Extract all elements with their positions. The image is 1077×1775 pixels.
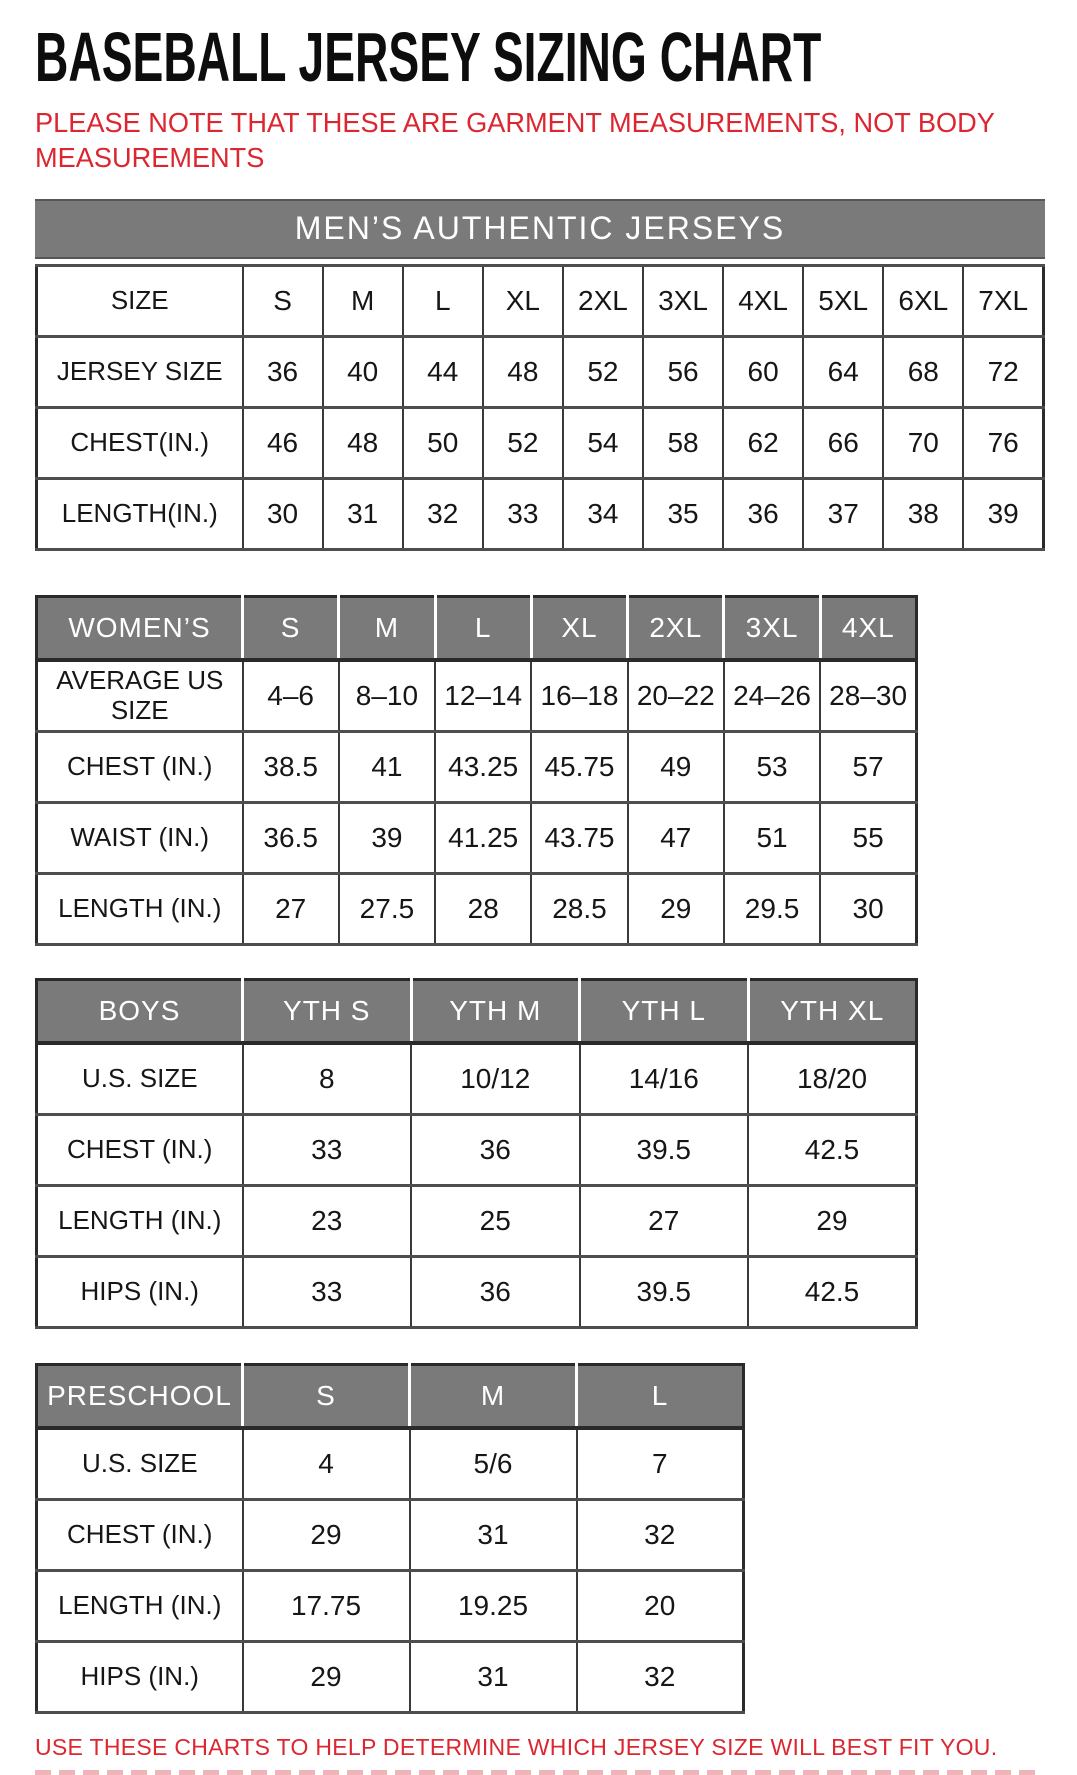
preschool-cell: 20 — [577, 1570, 744, 1641]
preschool-header-cell: PRESCHOOL — [37, 1364, 243, 1428]
boys-cell: 10/12 — [411, 1043, 580, 1115]
womens-row-label: CHEST (IN.) — [37, 731, 243, 802]
boys-cell: 27 — [580, 1185, 749, 1256]
preschool-row — [37, 1641, 744, 1712]
womens-cell: 12–14 — [435, 660, 531, 732]
boys-cell: 42.5 — [748, 1256, 917, 1327]
womens-cell: 27.5 — [339, 873, 435, 944]
boys-cell: 8 — [243, 1043, 412, 1115]
womens-cell: 4–6 — [243, 660, 339, 732]
boys-header-cell: YTH S — [243, 979, 412, 1043]
womens-cell: 20–22 — [628, 660, 724, 732]
mens-cell: 76 — [963, 407, 1043, 478]
womens-row — [37, 802, 917, 873]
preschool-header-row — [37, 1364, 744, 1428]
womens-header-row — [37, 596, 917, 660]
mens-cell: 2XL — [563, 265, 643, 336]
womens-cell: 49 — [628, 731, 724, 802]
boys-row-label: CHEST (IN.) — [37, 1114, 243, 1185]
womens-header-cell: XL — [531, 596, 627, 660]
boys-row-label: HIPS (IN.) — [37, 1256, 243, 1327]
mens-cell: 38 — [883, 478, 963, 549]
mens-cell: 31 — [323, 478, 403, 549]
boys-cell: 36 — [411, 1256, 580, 1327]
mens-row-label: SIZE — [37, 265, 243, 336]
boys-header-row — [37, 979, 917, 1043]
womens-cell: 55 — [820, 802, 916, 873]
boys-row-label: U.S. SIZE — [37, 1043, 243, 1115]
mens-table-banner: MEN’S AUTHENTIC JERSEYS — [35, 199, 1045, 259]
womens-cell: 36.5 — [243, 802, 339, 873]
page-title: BASEBALL JERSEY SIZING CHART — [35, 18, 822, 96]
womens-cell: 39 — [339, 802, 435, 873]
preschool-row-label: LENGTH (IN.) — [37, 1570, 243, 1641]
preschool-cell: 19.25 — [410, 1570, 577, 1641]
womens-cell: 29.5 — [724, 873, 820, 944]
boys-sizing-table — [35, 978, 918, 1329]
womens-cell: 38.5 — [243, 731, 339, 802]
mens-cell: 5XL — [803, 265, 883, 336]
womens-row-label: AVERAGE US SIZE — [37, 660, 243, 732]
mens-cell: 35 — [643, 478, 723, 549]
womens-header-cell: S — [243, 596, 339, 660]
womens-cell: 53 — [724, 731, 820, 802]
boys-row — [37, 1114, 917, 1185]
womens-sizing-table — [35, 595, 918, 946]
preschool-header-cell: M — [410, 1364, 577, 1428]
mens-cell: 66 — [803, 407, 883, 478]
mens-cell: XL — [483, 265, 563, 336]
boys-cell: 18/20 — [748, 1043, 917, 1115]
mens-cell: 36 — [243, 336, 323, 407]
womens-cell: 45.75 — [531, 731, 627, 802]
mens-cell: 44 — [403, 336, 483, 407]
womens-cell: 30 — [820, 873, 916, 944]
womens-row-label: WAIST (IN.) — [37, 802, 243, 873]
preschool-cell: 17.75 — [243, 1570, 410, 1641]
womens-header-cell: L — [435, 596, 531, 660]
mens-row — [37, 336, 1044, 407]
mens-row-label: LENGTH(IN.) — [37, 478, 243, 549]
preschool-cell: 31 — [410, 1499, 577, 1570]
preschool-cell: 4 — [243, 1428, 410, 1500]
mens-cell: 48 — [483, 336, 563, 407]
preschool-row — [37, 1499, 744, 1570]
preschool-row-label: HIPS (IN.) — [37, 1641, 243, 1712]
womens-cell: 8–10 — [339, 660, 435, 732]
boys-cell: 42.5 — [748, 1114, 917, 1185]
boys-header-cell: YTH L — [580, 979, 749, 1043]
womens-cell: 51 — [724, 802, 820, 873]
womens-header-cell: 4XL — [820, 596, 916, 660]
womens-row — [37, 873, 917, 944]
mens-cell: L — [403, 265, 483, 336]
womens-cell: 41 — [339, 731, 435, 802]
boys-cell: 36 — [411, 1114, 580, 1185]
boys-row — [37, 1256, 917, 1327]
mens-cell: 58 — [643, 407, 723, 478]
womens-cell: 57 — [820, 731, 916, 802]
footer-text: USE THESE CHARTS TO HELP DETERMINE WHICH JERSEY SIZE WILL BEST FIT YOU. — [35, 1733, 998, 1760]
mens-cell: 52 — [483, 407, 563, 478]
womens-cell: 16–18 — [531, 660, 627, 732]
preschool-header-cell: S — [243, 1364, 410, 1428]
womens-header-cell: WOMEN’S — [37, 596, 243, 660]
boys-header-cell: YTH M — [411, 979, 580, 1043]
preschool-cell: 32 — [577, 1499, 744, 1570]
mens-cell: 34 — [563, 478, 643, 549]
mens-cell: 70 — [883, 407, 963, 478]
womens-cell: 43.25 — [435, 731, 531, 802]
mens-cell: 72 — [963, 336, 1043, 407]
boys-cell: 39.5 — [580, 1114, 749, 1185]
preschool-cell: 29 — [243, 1641, 410, 1712]
womens-cell: 28 — [435, 873, 531, 944]
boys-cell: 39.5 — [580, 1256, 749, 1327]
mens-cell: 54 — [563, 407, 643, 478]
preschool-row-label: U.S. SIZE — [37, 1428, 243, 1500]
mens-cell: 46 — [243, 407, 323, 478]
boys-row — [37, 1043, 917, 1115]
boys-cell: 14/16 — [580, 1043, 749, 1115]
mens-row — [37, 478, 1044, 549]
mens-cell: 56 — [643, 336, 723, 407]
garment-measurements-note: PLEASE NOTE THAT THESE ARE GARMENT MEASUREMENTS, NOT BODY MEASUREMENTS — [35, 106, 995, 173]
preschool-row-label: CHEST (IN.) — [37, 1499, 243, 1570]
mens-cell: 50 — [403, 407, 483, 478]
preschool-header-cell: L — [577, 1364, 744, 1428]
boys-cell: 29 — [748, 1185, 917, 1256]
womens-cell: 41.25 — [435, 802, 531, 873]
mens-cell: 60 — [723, 336, 803, 407]
mens-cell: 7XL — [963, 265, 1043, 336]
mens-cell: 36 — [723, 478, 803, 549]
mens-row — [37, 265, 1044, 336]
mens-cell: 32 — [403, 478, 483, 549]
mens-cell: S — [243, 265, 323, 336]
mens-cell: 40 — [323, 336, 403, 407]
preschool-cell: 5/6 — [410, 1428, 577, 1500]
womens-cell: 43.75 — [531, 802, 627, 873]
mens-cell: 48 — [323, 407, 403, 478]
cropped-text-sliver — [35, 1770, 1035, 1775]
womens-row — [37, 731, 917, 802]
womens-header-cell: 2XL — [628, 596, 724, 660]
preschool-cell: 7 — [577, 1428, 744, 1500]
womens-cell: 27 — [243, 873, 339, 944]
mens-row — [37, 407, 1044, 478]
mens-cell: 37 — [803, 478, 883, 549]
mens-cell: 30 — [243, 478, 323, 549]
mens-row-label: JERSEY SIZE — [37, 336, 243, 407]
womens-row — [37, 660, 917, 732]
preschool-sizing-table — [35, 1363, 745, 1714]
mens-cell: 39 — [963, 478, 1043, 549]
womens-header-cell: 3XL — [724, 596, 820, 660]
mens-cell: 62 — [723, 407, 803, 478]
boys-cell: 33 — [243, 1114, 412, 1185]
boys-header-cell: YTH XL — [748, 979, 917, 1043]
womens-cell: 28.5 — [531, 873, 627, 944]
womens-cell: 47 — [628, 802, 724, 873]
preschool-cell: 31 — [410, 1641, 577, 1712]
mens-cell: 4XL — [723, 265, 803, 336]
womens-cell: 29 — [628, 873, 724, 944]
mens-cell: 64 — [803, 336, 883, 407]
boys-cell: 33 — [243, 1256, 412, 1327]
mens-cell: 3XL — [643, 265, 723, 336]
preschool-cell: 29 — [243, 1499, 410, 1570]
mens-cell: 6XL — [883, 265, 963, 336]
preschool-row — [37, 1570, 744, 1641]
boys-header-cell: BOYS — [37, 979, 243, 1043]
mens-row-label: CHEST(IN.) — [37, 407, 243, 478]
womens-row-label: LENGTH (IN.) — [37, 873, 243, 944]
boys-row — [37, 1185, 917, 1256]
preschool-cell: 32 — [577, 1641, 744, 1712]
boys-cell: 23 — [243, 1185, 412, 1256]
mens-cell: 33 — [483, 478, 563, 549]
womens-cell: 28–30 — [820, 660, 916, 732]
boys-row-label: LENGTH (IN.) — [37, 1185, 243, 1256]
mens-sizing-table — [35, 264, 1045, 551]
preschool-row — [37, 1428, 744, 1500]
mens-cell: M — [323, 265, 403, 336]
boys-cell: 25 — [411, 1185, 580, 1256]
mens-cell: 52 — [563, 336, 643, 407]
womens-header-cell: M — [339, 596, 435, 660]
mens-cell: 68 — [883, 336, 963, 407]
womens-cell: 24–26 — [724, 660, 820, 732]
